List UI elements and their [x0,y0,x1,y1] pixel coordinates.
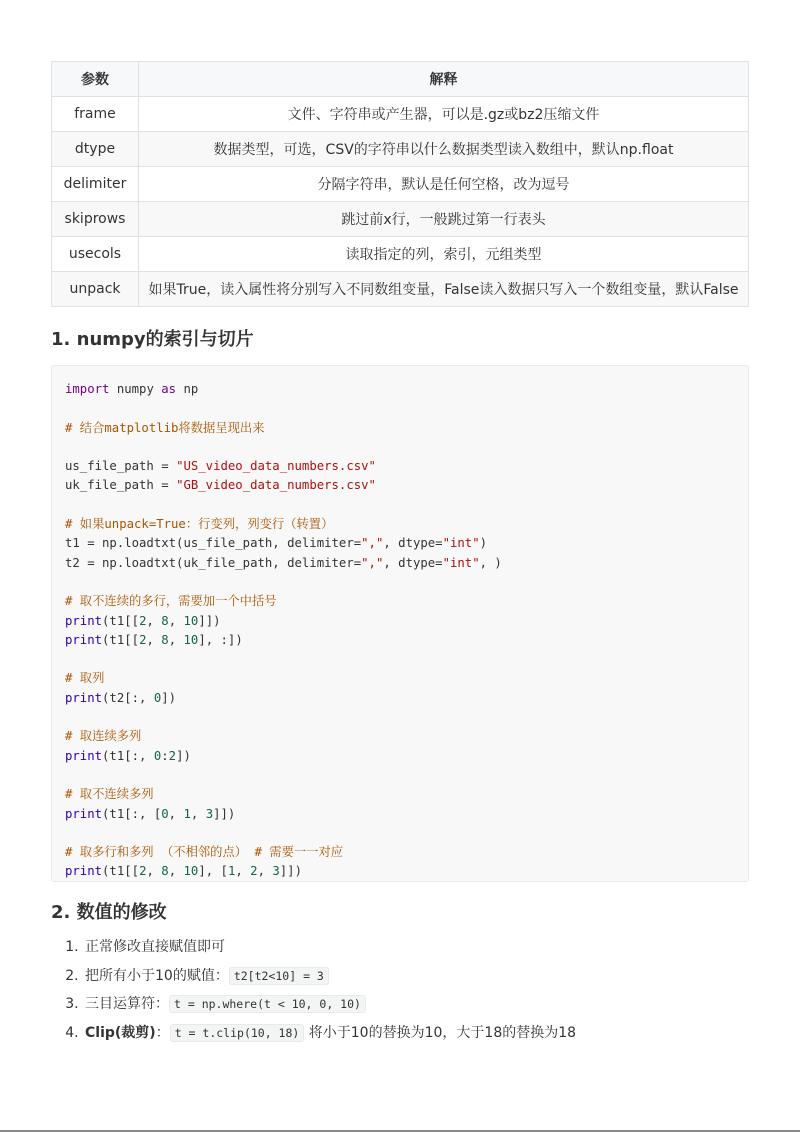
document-page [51,61,749,1041]
param-desc: 文件、字符串或产生器，可以是.gz或bz2压缩文件 [139,97,749,132]
code-string: "int" [442,555,480,570]
builtin-print: print [65,632,103,647]
code-text: np [176,382,199,396]
builtin-print: print [65,748,103,763]
code-blank [65,824,735,843]
list-item-text: 将小于10的替换为10，大于18的替换为18 [304,1024,577,1041]
table-row [52,132,749,167]
code-comment: # 如果unpack=True：行变列，列变行（转置） [65,517,334,532]
code-comment: # 取不连续的多行，需要加一个中括号 [65,594,277,609]
builtin-print: print [65,690,103,705]
code-line [65,534,735,553]
list-item [83,990,576,1019]
header-param: 参数 [52,62,139,97]
table-header-row [52,62,749,97]
code-line [65,476,735,495]
modify-list [51,933,576,1047]
code-line [65,457,735,476]
code-blank [65,399,735,418]
code-string: "," [361,555,384,570]
param-name: usecols [52,237,139,272]
code-block[interactable] [51,365,749,882]
param-desc: 分隔字符串，默认是任何空格，改为逗号 [139,167,749,202]
code-comment: # 取不连续多列 [65,787,154,802]
code-line: print(t1[[2, 8, 10], [1, 2, 3]]) [65,864,302,879]
section-heading-modify: 2. 数值的修改 [51,902,167,923]
code-line: print(t1[:, [0, 1, 3]]) [65,806,236,821]
param-name: skiprows [52,202,139,237]
code-text: , ) [479,555,502,570]
code-blank [65,650,735,669]
code-text: uk_file_path = [65,478,177,493]
code-text: , dtype= [383,536,443,551]
code-comment: # 取列 [65,671,105,686]
code-blank [65,766,735,785]
code-blank [65,496,735,515]
code-text: , dtype= [383,555,443,570]
list-item-text: ： [155,1024,170,1041]
code-blank [65,708,735,727]
table-row [52,272,749,307]
param-name: dtype [52,132,139,167]
code-text: us_file_path = [65,459,177,474]
list-item [83,962,576,991]
table-row [52,202,749,237]
param-desc: 读取指定的列，索引，元组类型 [139,237,749,272]
param-name: delimiter [52,167,139,202]
code-text: t1 = np.loadtxt(us_file_path, delimiter= [65,536,362,551]
code-text: numpy [109,382,162,396]
code-line [65,554,735,573]
code-line: print(t1[[2, 8, 10]]) [65,613,221,628]
list-item [83,933,576,962]
code-blank [65,573,735,592]
param-name: frame [52,97,139,132]
table-row [52,167,749,202]
code-string: "," [361,536,384,551]
code-line [65,380,735,399]
code-comment: # 结合matplotlib将数据呈现出来 [65,420,265,435]
code-string: "GB_video_data_numbers.csv" [176,478,376,493]
builtin-print: print [65,613,103,628]
table-row [52,237,749,272]
section-heading-indexing: 1. numpy的索引与切片 [51,329,254,350]
code-text: t2 = np.loadtxt(uk_file_path, delimiter= [65,555,362,570]
code-line: print(t1[:, 0:2]) [65,748,191,763]
inline-code: t = np.where(t < 10, 0, 10) [169,995,366,1013]
code-comment: # 取多行和多列 （不相邻的点） # 需要一一对应 [65,845,344,860]
list-item-text: 把所有小于10的赋值： [85,967,229,984]
param-desc: 如果True，读入属性将分别写入不同数组变量，False读入数据只写入一个数组变量，默认False [139,272,749,307]
list-item-bold: Clip(裁剪) [85,1024,156,1041]
code-comment: # 取连续多列 [65,729,142,744]
list-item-text: 三目运算符： [85,996,169,1012]
loadtxt-params-table [51,61,749,307]
code-line: print(t2[:, 0]) [65,690,177,705]
header-explanation: 解释 [139,62,749,97]
list-item-text: 正常修改直接赋值即可 [85,939,225,955]
code-string: "int" [442,536,480,551]
keyword-import: import [65,382,110,396]
code-line: print(t1[[2, 8, 10], :]) [65,632,243,647]
builtin-print: print [65,864,103,879]
param-desc: 跳过前x行，一般跳过第一行表头 [139,202,749,237]
table-row [52,97,749,132]
list-item [83,1019,576,1048]
code-blank [65,438,735,457]
inline-code: t2[t2<10] = 3 [229,967,329,985]
code-string: "US_video_data_numbers.csv" [176,459,376,474]
inline-code: t = t.clip(10, 18) [170,1024,305,1042]
param-name: unpack [52,272,139,307]
keyword-as: as [161,382,177,396]
param-desc: 数据类型，可选，CSV的字符串以什么数据类型读入数组中，默认np.float [139,132,749,167]
builtin-print: print [65,806,103,821]
code-text: ) [479,536,488,551]
